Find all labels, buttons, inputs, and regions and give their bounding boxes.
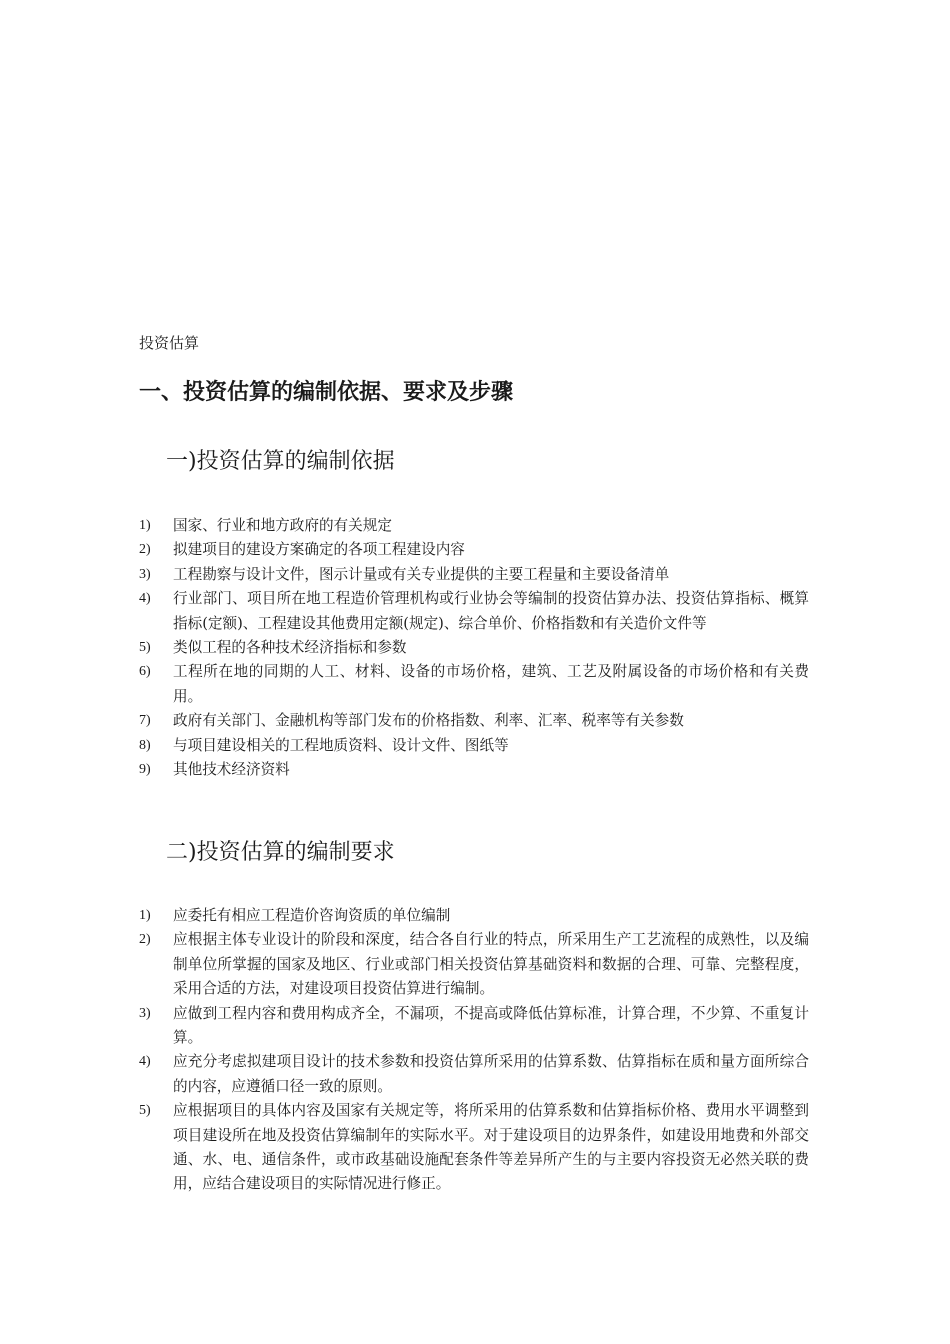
list-item <box>139 587 809 636</box>
list-item <box>139 1002 809 1051</box>
section-2-heading: 二)投资估算的编制要求 <box>166 840 395 865</box>
list-item-number: 7) <box>139 713 151 729</box>
document-label: 投资估算 <box>139 334 200 352</box>
list-item-text: 应充分考虑拟建项目设计的技术参数和投资估算所采用的估算系数、估算指标在质和量方面所综合的内容，应遵循口径一致的原则。 <box>173 1053 809 1095</box>
list-item-number: 5) <box>139 640 151 656</box>
list-item <box>139 514 809 538</box>
list-item-number: 1) <box>139 908 151 923</box>
list-item <box>139 709 809 733</box>
list-item-number: 9) <box>139 762 151 778</box>
list-item-text: 应根据项目的具体内容及国家有关规定等，将所采用的估算系数和估算指标价格、费用水平调整到项目建设所在地及投资估算编制年的实际水平。对于建设项目的边界条件，如建设用地费和外部交通、水、电、通信条件，或市政基础设施配套条件等差异所产生的与主要内容投资无必然关联的费用，应结合建设项目的实际情况进行修正。 <box>173 1102 809 1193</box>
list-item-text: 行业部门、项目所在地工程造价管理机构或行业协会等编制的投资估算办法、投资估算指标、概算指标(定额)、工程建设其他费用定额(规定)、综合单价、价格指数和有关造价文件等 <box>173 590 809 632</box>
list-item-text: 国家、行业和地方政府的有关规定 <box>173 517 392 534</box>
list-item-text: 应根据主体专业设计的阶段和深度，结合各自行业的特点，所采用生产工艺流程的成熟性，以及编制单位所掌握的国家及地区、行业或部门相关投资估算基础资料和数据的合理、可靠、完整程度，采用合适的方法，对建设项目投资估算进行编制。 <box>173 931 809 998</box>
list-item-number: 5) <box>139 1103 151 1119</box>
list-item <box>139 758 809 782</box>
list-item <box>139 734 809 758</box>
list-item-text: 拟建项目的建设方案确定的各项工程建设内容 <box>173 541 465 559</box>
list-item-number: 8) <box>139 737 151 753</box>
list-item <box>139 1050 809 1099</box>
list-item-text: 应委托有相应工程造价咨询资质的单位编制 <box>173 907 451 924</box>
list-item-text: 政府有关部门、金融机构等部门发布的价格指数、利率、汇率、税率等有关参数 <box>173 712 684 730</box>
list-item <box>139 538 809 562</box>
list-item-number: 3) <box>139 1005 151 1021</box>
list-item-text: 工程勘察与设计文件，图示计量或有关专业提供的主要工程量和主要设备清单 <box>173 565 670 583</box>
list-item-text: 类似工程的各种技术经济指标和参数 <box>173 639 407 657</box>
list-item-number: 2) <box>139 932 151 948</box>
section-1-list <box>139 514 809 782</box>
list-item <box>139 660 809 709</box>
list-item-number: 4) <box>139 1054 151 1070</box>
list-item <box>139 636 809 660</box>
list-item <box>139 928 809 1001</box>
list-item-text: 应做到工程内容和费用构成齐全，不漏项，不提高或降低估算标准，计算合理，不少算、不重复计算。 <box>173 1004 809 1047</box>
list-item-number: 4) <box>139 591 151 607</box>
section-1-heading: 一)投资估算的编制依据 <box>166 449 395 474</box>
list-item-text: 与项目建设相关的工程地质资料、设计文件、图纸等 <box>173 736 509 754</box>
list-item-text: 工程所在地的同期的人工、材料、设备的市场价格，建筑、工艺及附属设备的市场价格和有关费用。 <box>173 663 809 705</box>
list-item-number: 2) <box>139 542 151 558</box>
list-item <box>139 1099 809 1197</box>
main-heading: 一、投资估算的编制依据、要求及步骤 <box>139 380 514 405</box>
list-item-text: 其他技术经济资料 <box>173 761 290 779</box>
list-item <box>139 904 809 928</box>
list-item-number: 3) <box>139 566 151 582</box>
section-2-list <box>139 904 809 1197</box>
list-item-number: 1) <box>139 518 151 533</box>
list-item-number: 6) <box>139 664 151 680</box>
list-item <box>139 563 809 587</box>
